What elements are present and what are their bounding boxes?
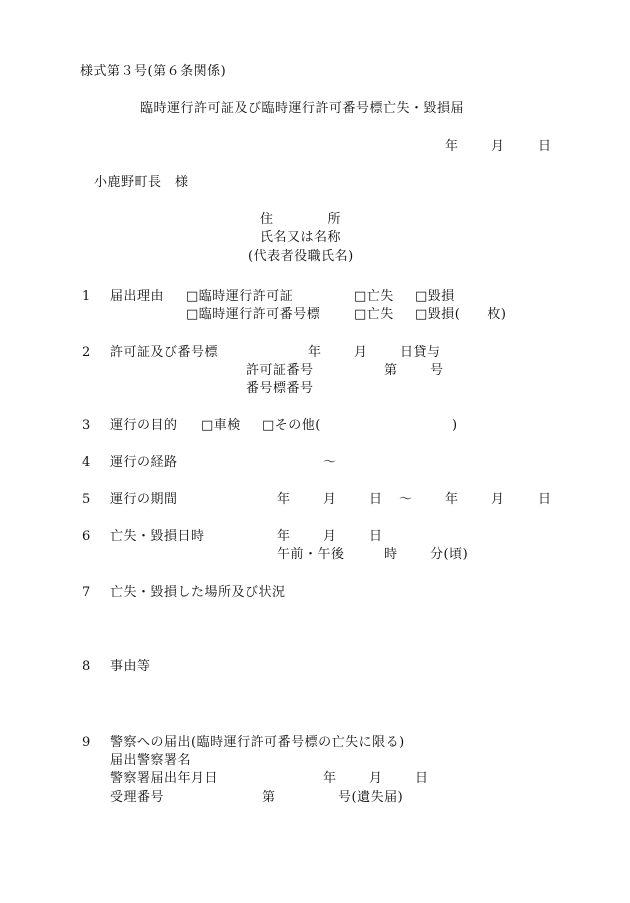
loss-year-label: 年 bbox=[277, 529, 291, 544]
lend-month-label: 月 bbox=[354, 345, 368, 360]
permit-checkbox-option[interactable]: □臨時運行許可証 bbox=[186, 289, 294, 304]
inspection-checkbox[interactable]: □車検 bbox=[201, 418, 241, 433]
permit-dai-label: 第 bbox=[384, 363, 398, 378]
to-day-label: 日 bbox=[538, 492, 552, 507]
am-pm-label: 午前・午後 bbox=[277, 547, 345, 562]
minute-label: 分(頃) bbox=[430, 547, 469, 562]
addressee: 小鹿野町長 様 bbox=[94, 175, 189, 190]
item-label: 許可証及び番号標 bbox=[110, 345, 219, 360]
from-month-label: 月 bbox=[323, 492, 337, 507]
name-label: 氏名又は名称 bbox=[260, 230, 342, 245]
plate-number-label: 番号標番号 bbox=[246, 381, 314, 396]
representative-label: (代表者役職氏名) bbox=[248, 249, 354, 264]
item-label: 運行の期間 bbox=[110, 492, 178, 507]
item-label: 警察への届出(臨時運行許可番号標の亡失に限る) bbox=[110, 735, 405, 750]
police-month-label: 月 bbox=[369, 771, 383, 786]
receipt-number-label: 受理番号 bbox=[110, 790, 165, 805]
lend-year-label: 年 bbox=[308, 345, 322, 360]
from-day-label: 日 bbox=[369, 492, 383, 507]
permit-number-label: 許可証番号 bbox=[246, 363, 314, 378]
item-label: 届出理由 bbox=[110, 289, 165, 304]
route-tilde: ～ bbox=[323, 455, 337, 470]
item-number: 5 bbox=[82, 492, 91, 507]
permit-damage-checkbox[interactable]: □毀損 bbox=[415, 289, 455, 304]
form-title: 臨時運行許可証及び臨時運行許可番号標亡失・毀損届 bbox=[140, 101, 465, 116]
item-number: 2 bbox=[82, 345, 91, 360]
plate-loss-checkbox[interactable]: □亡失 bbox=[354, 307, 394, 322]
item-label: 運行の経路 bbox=[110, 455, 178, 470]
permit-go-label: 号 bbox=[430, 363, 444, 378]
item-number: 3 bbox=[82, 418, 91, 433]
plate-checkbox-option[interactable]: □臨時運行許可番号標 bbox=[186, 307, 321, 322]
loss-day-label: 日 bbox=[369, 529, 383, 544]
item-label: 事由等 bbox=[110, 659, 151, 674]
lend-day-label: 日貸与 bbox=[400, 345, 441, 360]
period-tilde: ～ bbox=[399, 492, 413, 507]
plate-damage-checkbox[interactable]: □毀損( 枚) bbox=[415, 307, 507, 322]
date-year-label: 年 bbox=[445, 139, 459, 154]
receipt-dai-label: 第 bbox=[262, 790, 276, 805]
date-day-label: 日 bbox=[538, 139, 552, 154]
from-year-label: 年 bbox=[277, 492, 291, 507]
form-number-label: 様式第３号(第６条関係) bbox=[80, 64, 227, 79]
item-number: 7 bbox=[82, 585, 91, 600]
police-date-label: 警察署届出年月日 bbox=[110, 771, 219, 786]
item-number: 6 bbox=[82, 529, 91, 544]
other-close-paren: ) bbox=[452, 418, 458, 433]
other-checkbox[interactable]: □その他( bbox=[262, 418, 321, 433]
item-number: 9 bbox=[82, 735, 91, 750]
receipt-go-label: 号(遺失届) bbox=[338, 790, 404, 805]
police-day-label: 日 bbox=[415, 771, 429, 786]
police-station-label: 届出警察署名 bbox=[110, 753, 192, 768]
item-label: 亡失・毀損した場所及び状況 bbox=[110, 585, 286, 600]
police-year-label: 年 bbox=[323, 771, 337, 786]
to-month-label: 月 bbox=[491, 492, 505, 507]
item-label: 運行の目的 bbox=[110, 418, 178, 433]
hour-label: 時 bbox=[384, 547, 398, 562]
date-month-label: 月 bbox=[491, 139, 505, 154]
item-number: 8 bbox=[82, 659, 91, 674]
to-year-label: 年 bbox=[445, 492, 459, 507]
loss-month-label: 月 bbox=[323, 529, 337, 544]
item-label: 亡失・毀損日時 bbox=[110, 529, 205, 544]
item-number: 4 bbox=[82, 455, 91, 470]
address-label: 住 所 bbox=[260, 212, 342, 227]
item-number: 1 bbox=[82, 289, 91, 304]
permit-loss-checkbox[interactable]: □亡失 bbox=[354, 289, 394, 304]
